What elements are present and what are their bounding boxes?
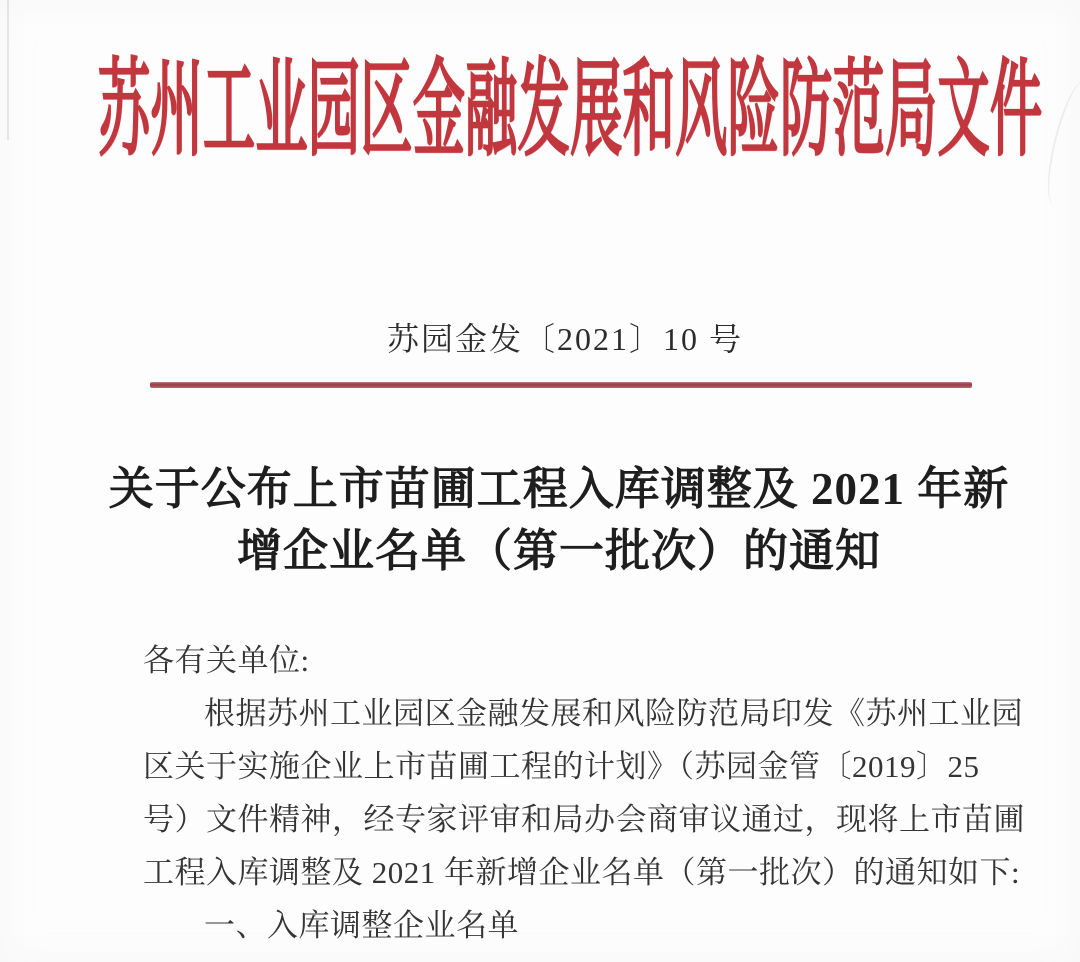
red-divider-rule [150,382,972,388]
document-body [143,634,1025,952]
paragraph-line: 工程入库调整及 2021 年新增企业名单（第一批次）的通知如下: [143,855,1021,890]
scan-edge-artifact-right [1039,76,1080,210]
document-reference-number: 苏园金发〔2021〕10 号 [386,321,743,357]
red-header-banner [30,54,1080,168]
salutation: 各有关单位: [143,643,310,678]
issuing-agency-title: 苏州工业园区金融发展和风险防范局文件 [97,52,1043,169]
document-title-line-2: 增企业名单（第一批次）的通知 [236,526,881,576]
section-heading: 一、入库调整企业名单 [204,908,519,943]
paragraph-line: 区关于实施企业上市苗圃工程的计划》（苏园金管〔2019〕25 [143,749,980,784]
paragraph-line: 根据苏州工业园区金融发展和风险防范局印发《苏州工业园 [204,696,1023,731]
document-title [19,458,1080,582]
paragraph-line: 号）文件精神，经专家评审和局办会商审议通过，现将上市苗圃 [143,802,1025,837]
document-title-line-1: 关于公布上市苗圃工程入库调整及 2021 年新 [108,464,1010,514]
scan-edge-artifact-left [7,0,9,140]
